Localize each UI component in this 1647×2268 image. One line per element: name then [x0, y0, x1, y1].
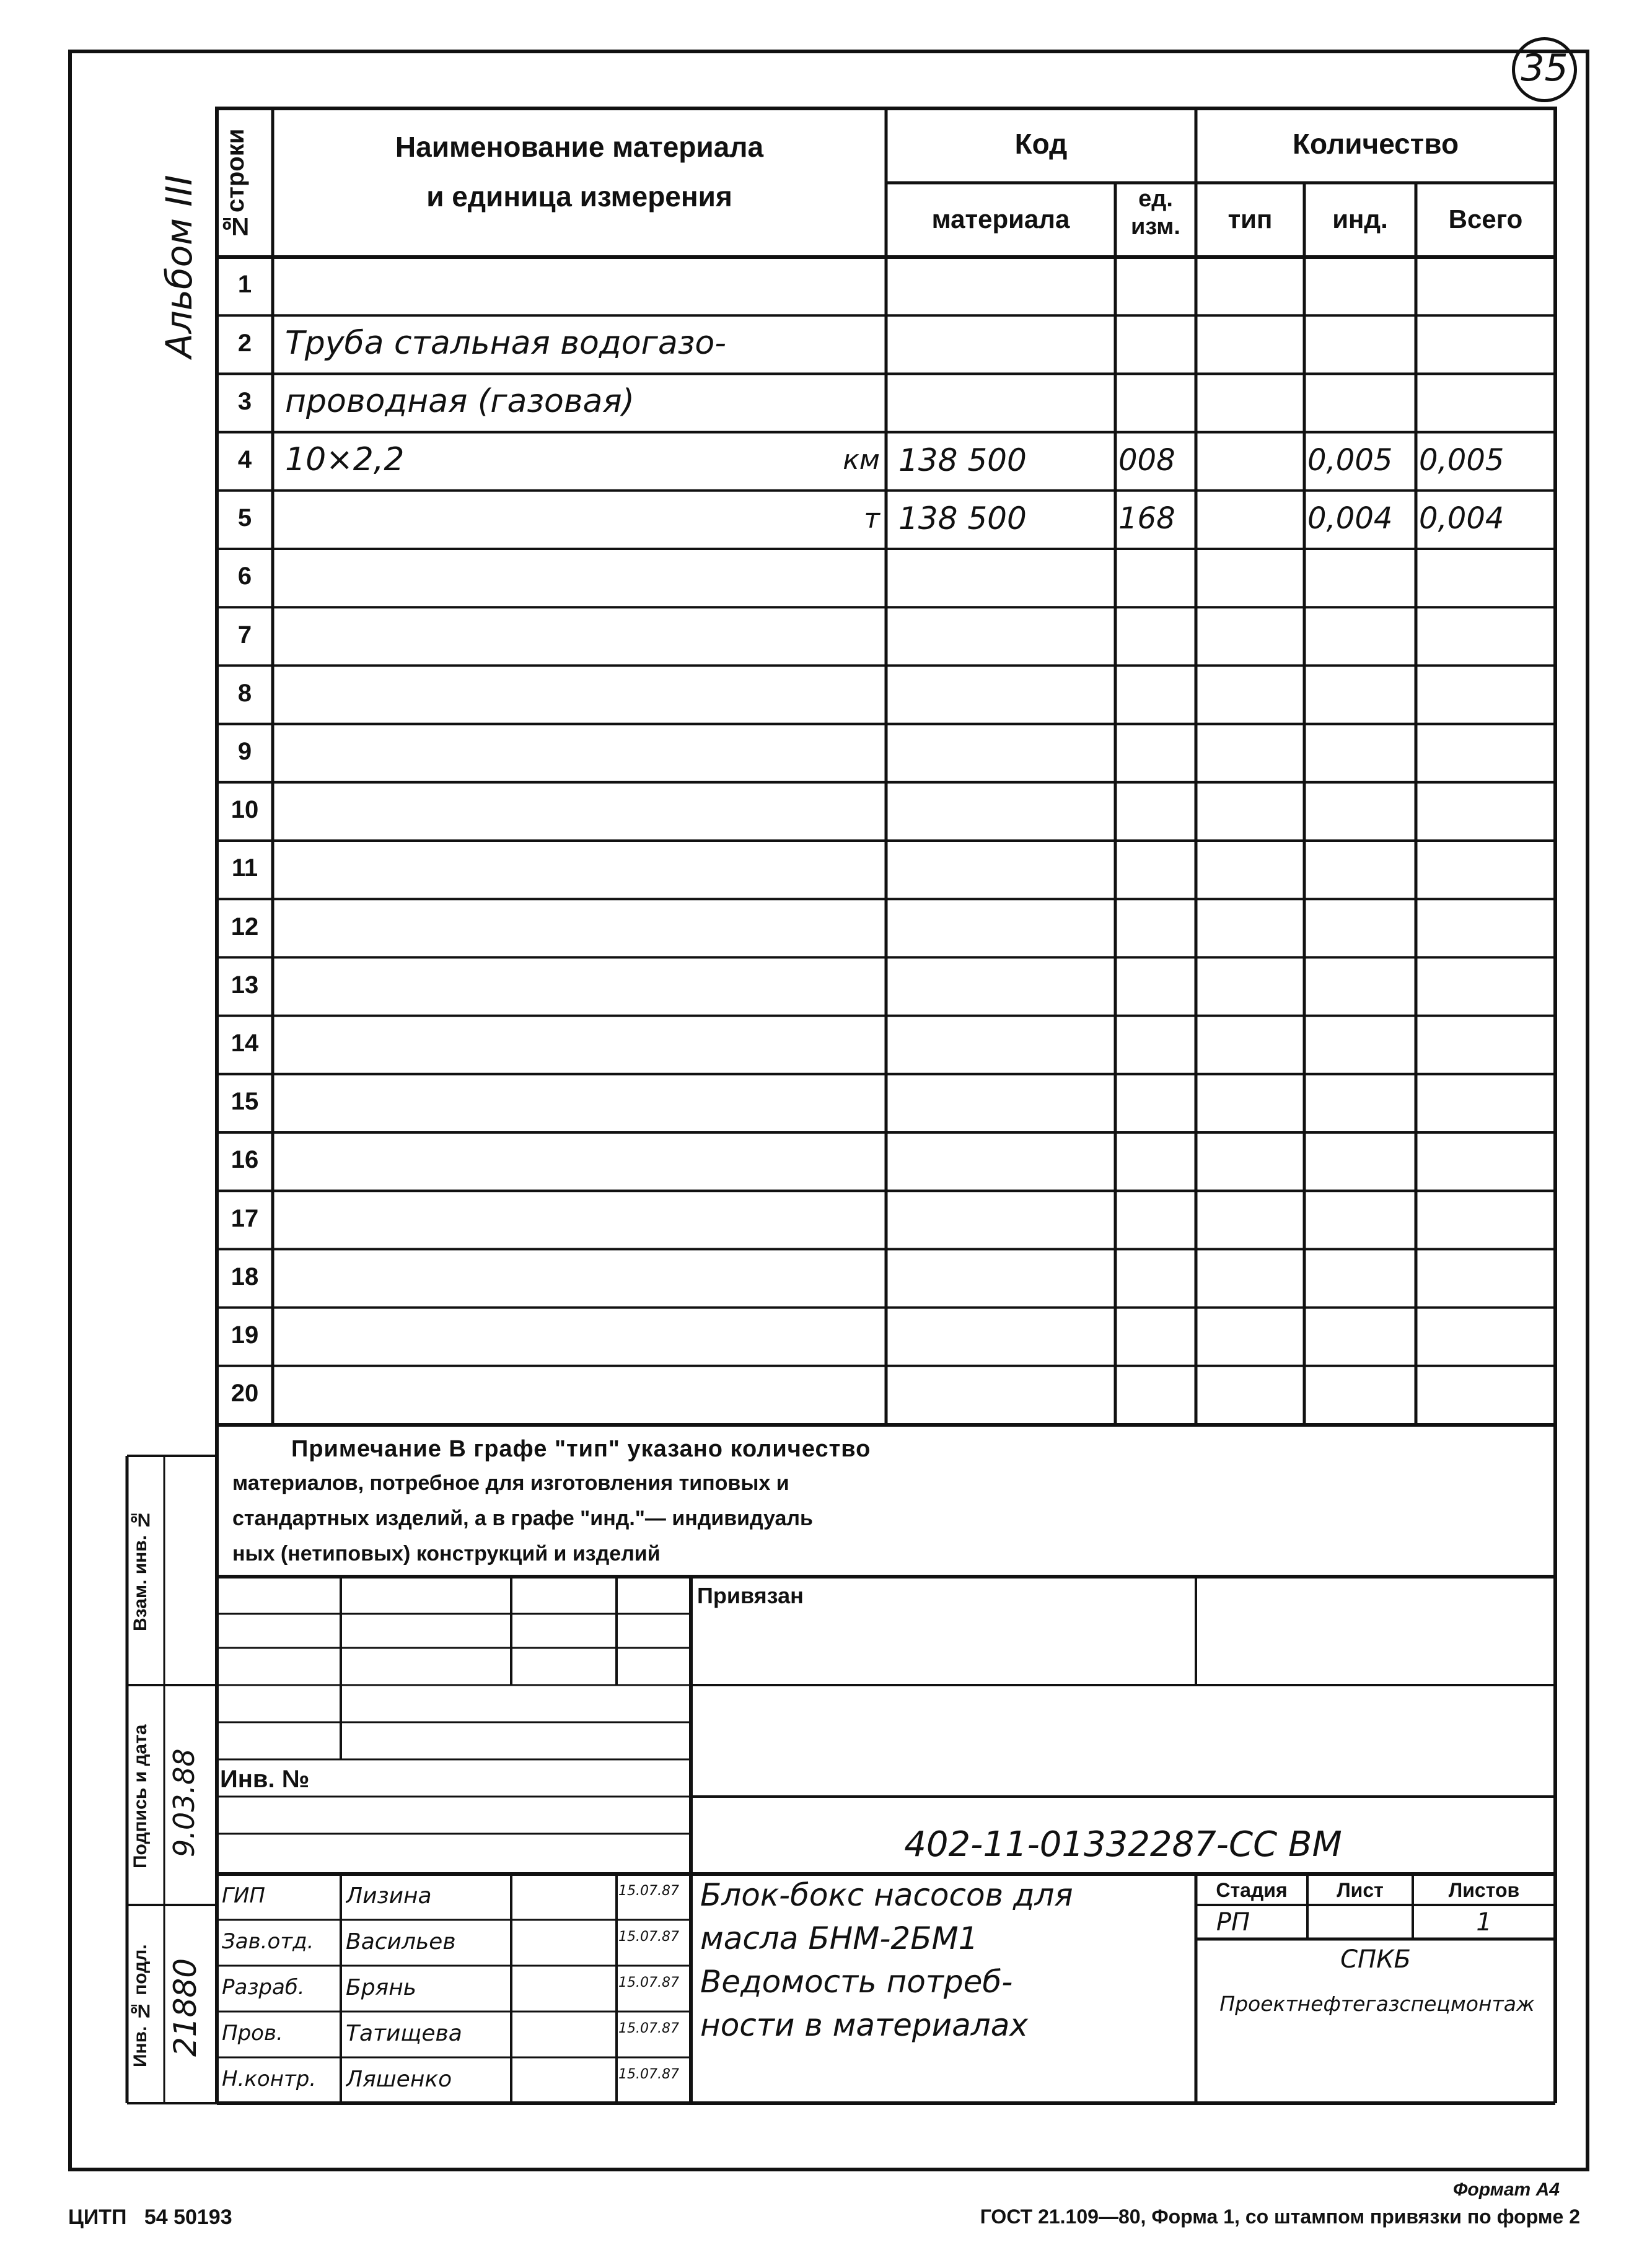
row-number: 16 [231, 1146, 259, 1174]
title-line4: ности в материалах [700, 2007, 1028, 2043]
podpis-value: 9.03.88 [167, 1748, 201, 1857]
sheets-label: Листов [1448, 1879, 1520, 1901]
signer-date: 15.07.87 [618, 2067, 679, 2082]
inv-podl-value: 21880 [167, 1958, 203, 2057]
row-ind-qty: 0,005 [1307, 442, 1393, 478]
row-number: 18 [231, 1263, 259, 1290]
privyazan-label: Привязан [697, 1583, 804, 1608]
stage-label: Стадия [1216, 1879, 1288, 1901]
org-line2: Проектнефтегазспецмонтаж [1219, 1992, 1535, 2016]
qty-header: Количество [1292, 128, 1459, 160]
page-number: 35 [1521, 46, 1568, 90]
title-line1: Блок-бокс насосов для [700, 1877, 1073, 1913]
row-number: 19 [231, 1321, 259, 1349]
signer-name: Татищева [346, 2021, 462, 2046]
footer-right: ГОСТ 21.109—80, Форма 1, со штампом привязки по форме 2 [980, 2205, 1580, 2228]
type-header: тип [1228, 204, 1273, 234]
format-label: Формат А4 [1453, 2179, 1560, 2200]
row-number: 4 [237, 445, 252, 473]
signer-role: Н.контр. [222, 2067, 317, 2091]
sheet-label: Лист [1337, 1879, 1384, 1901]
unit-header-2: изм. [1131, 214, 1180, 240]
row-total-qty: 0,005 [1419, 442, 1504, 478]
material-header: материала [931, 204, 1070, 234]
vzam-label: Взам. инв. № [130, 1509, 151, 1632]
album-label: Альбом III [158, 175, 200, 358]
total-header: Всего [1448, 204, 1523, 234]
note-line1: Примечание В графе "тип" указано количество [291, 1436, 871, 1462]
row-number: 5 [237, 504, 252, 532]
sheets-value: 1 [1476, 1908, 1492, 1937]
row-number: 3 [237, 387, 252, 415]
inv-podl-label: Инв. № подл. [130, 1944, 151, 2067]
name-header-line2: и единица измерения [426, 180, 732, 212]
unit-header-1: ед. [1138, 186, 1173, 212]
signer-name: Ляшенко [346, 2067, 452, 2092]
row-name: 10×2,2 [285, 441, 405, 479]
title-line3: Ведомость потреб- [700, 1964, 1013, 2000]
title-line2: масла БНМ-2БМ1 [700, 1920, 978, 1956]
signer-role: ГИП [222, 1883, 265, 1908]
note-line2: материалов, потребное для изготовления типовых и [232, 1471, 789, 1495]
signer-role: Разраб. [222, 1975, 305, 2000]
row-number: 7 [237, 621, 252, 649]
row-unit: км [843, 444, 880, 476]
signer-date: 15.07.87 [618, 1929, 679, 1945]
row-number: 12 [231, 913, 259, 940]
row-number: 8 [237, 679, 252, 707]
doc-code: 402-11-01332287-CC ВМ [904, 1824, 1342, 1865]
row-name: проводная (газовая) [285, 383, 635, 421]
row-material-code: 138 500 [898, 500, 1027, 536]
row-number: 17 [231, 1204, 259, 1232]
signer-name: Васильев [346, 1929, 456, 1955]
row-num-header: №строки [222, 128, 249, 240]
ind-header: инд. [1332, 204, 1388, 234]
row-unit-code: 168 [1118, 501, 1175, 536]
signer-role: Зав.отд. [222, 1929, 314, 1954]
signer-name: Лизина [346, 1883, 432, 1909]
row-material-code: 138 500 [898, 442, 1027, 478]
row-number: 10 [231, 796, 259, 824]
row-number: 11 [231, 854, 258, 882]
row-total-qty: 0,004 [1419, 501, 1504, 536]
row-number: 9 [237, 737, 252, 765]
signer-date: 15.07.87 [618, 1975, 679, 1990]
row-ind-qty: 0,004 [1307, 501, 1393, 536]
signer-date: 15.07.87 [618, 1883, 679, 1899]
org-line1: СПКБ [1340, 1945, 1411, 1974]
row-number: 2 [237, 329, 252, 357]
signer-role: Пров. [222, 2021, 283, 2046]
row-number: 20 [231, 1380, 259, 1408]
row-number: 1 [237, 271, 252, 299]
row-name: Труба стальная водогазо- [285, 325, 726, 362]
row-number: 14 [231, 1029, 259, 1057]
row-number: 13 [231, 971, 259, 999]
signer-name: Брянь [346, 1975, 416, 2000]
footer-left: ЦИТП 54 50193 [68, 2205, 232, 2229]
code-header: Код [1014, 128, 1068, 160]
inv-no-label: Инв. № [220, 1766, 310, 1793]
row-unit-code: 008 [1118, 442, 1175, 478]
podpis-label: Подпись и дата [130, 1724, 151, 1869]
name-header-line1: Наименование материала [395, 131, 764, 163]
note-line4: ных (нетиповых) конструкций и изделий [232, 1542, 661, 1565]
row-number: 6 [237, 563, 252, 590]
row-unit: т [864, 502, 880, 535]
stage-value: РП [1216, 1908, 1250, 1937]
note-line3: стандартных изделий, а в графе "инд."— индивидуаль [232, 1507, 813, 1530]
signer-date: 15.07.87 [618, 2021, 679, 2036]
row-number: 15 [231, 1088, 259, 1116]
